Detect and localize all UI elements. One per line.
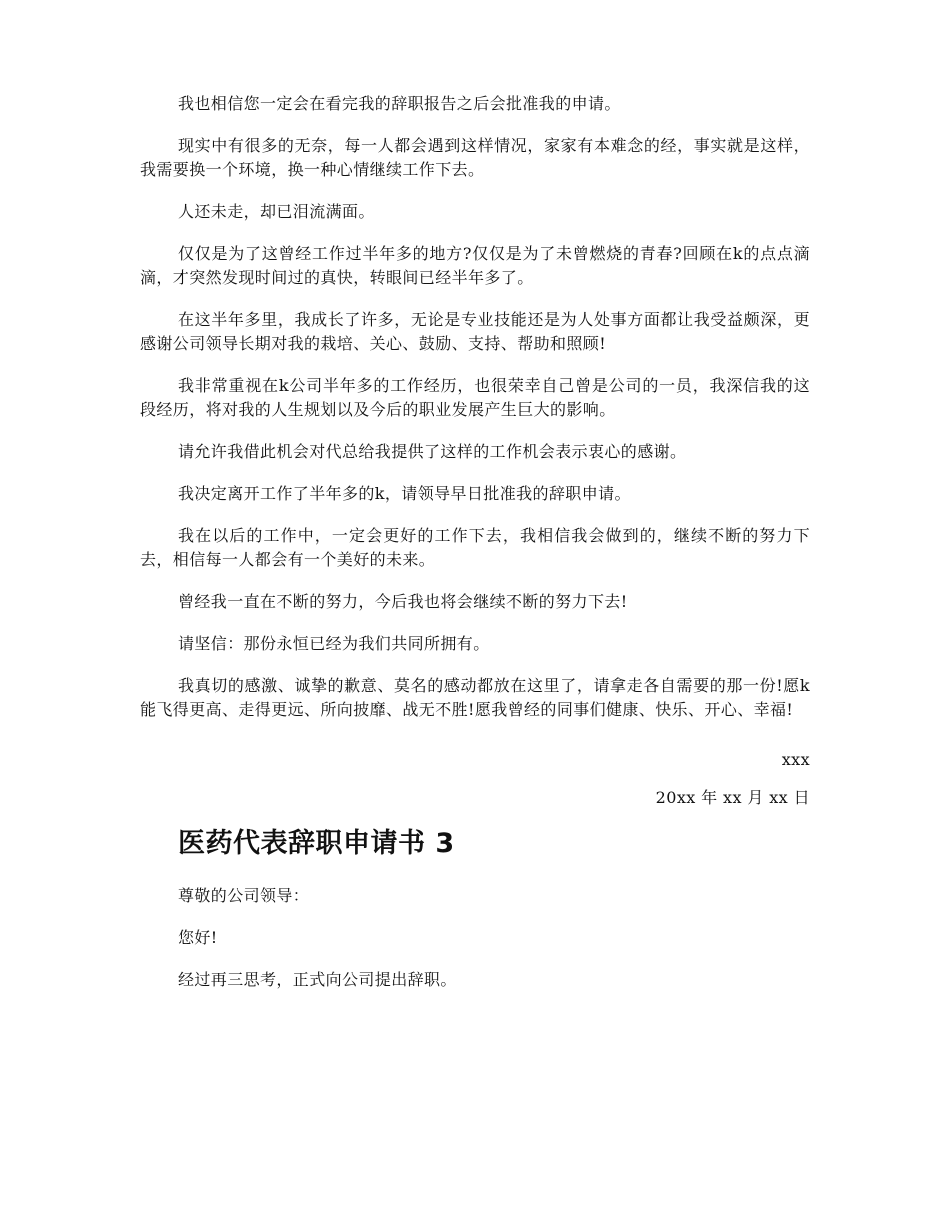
letter-body-top xyxy=(140,92,810,722)
paragraph: 经过再三思考，正式向公司提出辞职。 xyxy=(178,970,457,989)
paragraph: 现实中有很多的无奈，每一人都会遇到这样情况，家家有本难念的经，事实就是这样，我需要换一个环境，换一种心情继续工作下去。 xyxy=(140,136,810,179)
section-title: 医药代表辞职申请书 3 xyxy=(178,828,455,859)
letter-body-bottom xyxy=(140,884,810,992)
paragraph: 请坚信：那份永恒已经为我们共同所拥有。 xyxy=(178,634,490,653)
paragraph: 请允许我借此机会对代总给我提供了这样的工作机会表示衷心的感谢。 xyxy=(178,442,687,461)
paragraph: 我决定离开工作了半年多的k，请领导早日批准我的辞职申请。 xyxy=(178,484,631,503)
paragraph: 在这半年多里，我成长了许多，无论是专业技能还是为人处事方面都让我受益颇深，更感谢公司领导长期对我的栽培、关心、鼓励、支持、帮助和照顾! xyxy=(140,310,810,353)
paragraph: 我在以后的工作中，一定会更好的工作下去，我相信我会做到的，继续不断的努力下去，相信每一人都会有一个美好的未来。 xyxy=(140,526,810,569)
paragraph: 仅仅是为了这曾经工作过半年多的地方?仅仅是为了未曾燃烧的青春?回顾在k的点点滴滴，才突然发现时间过的真快，转眼间已经半年多了。 xyxy=(140,244,810,287)
paragraph: 我非常重视在k公司半年多的工作经历，也很荣幸自己曾是公司的一员，我深信我的这段经历，将对我的人生规划以及今后的职业发展产生巨大的影响。 xyxy=(140,376,810,419)
paragraph: 人还未走，却已泪流满面。 xyxy=(178,202,375,221)
greeting: 您好! xyxy=(178,928,218,947)
salutation: 尊敬的公司领导： xyxy=(178,886,310,905)
paragraph: 我也相信您一定会在看完我的辞职报告之后会批准我的申请。 xyxy=(178,94,621,113)
paragraph: 曾经我一直在不断的努力，今后我也将会继续不断的努力下去! xyxy=(178,592,628,611)
letter-date: 20xx 年 xx 月 xx 日 xyxy=(655,788,810,807)
paragraph: 我真切的感激、诚挚的歉意、莫名的感动都放在这里了，请拿走各自需要的那一份!愿k能飞得更高、走得更远、所向披靡、战无不胜!愿我曾经的同事们健康、快乐、开心、幸福! xyxy=(140,676,810,719)
signature: xxx xyxy=(781,750,810,769)
